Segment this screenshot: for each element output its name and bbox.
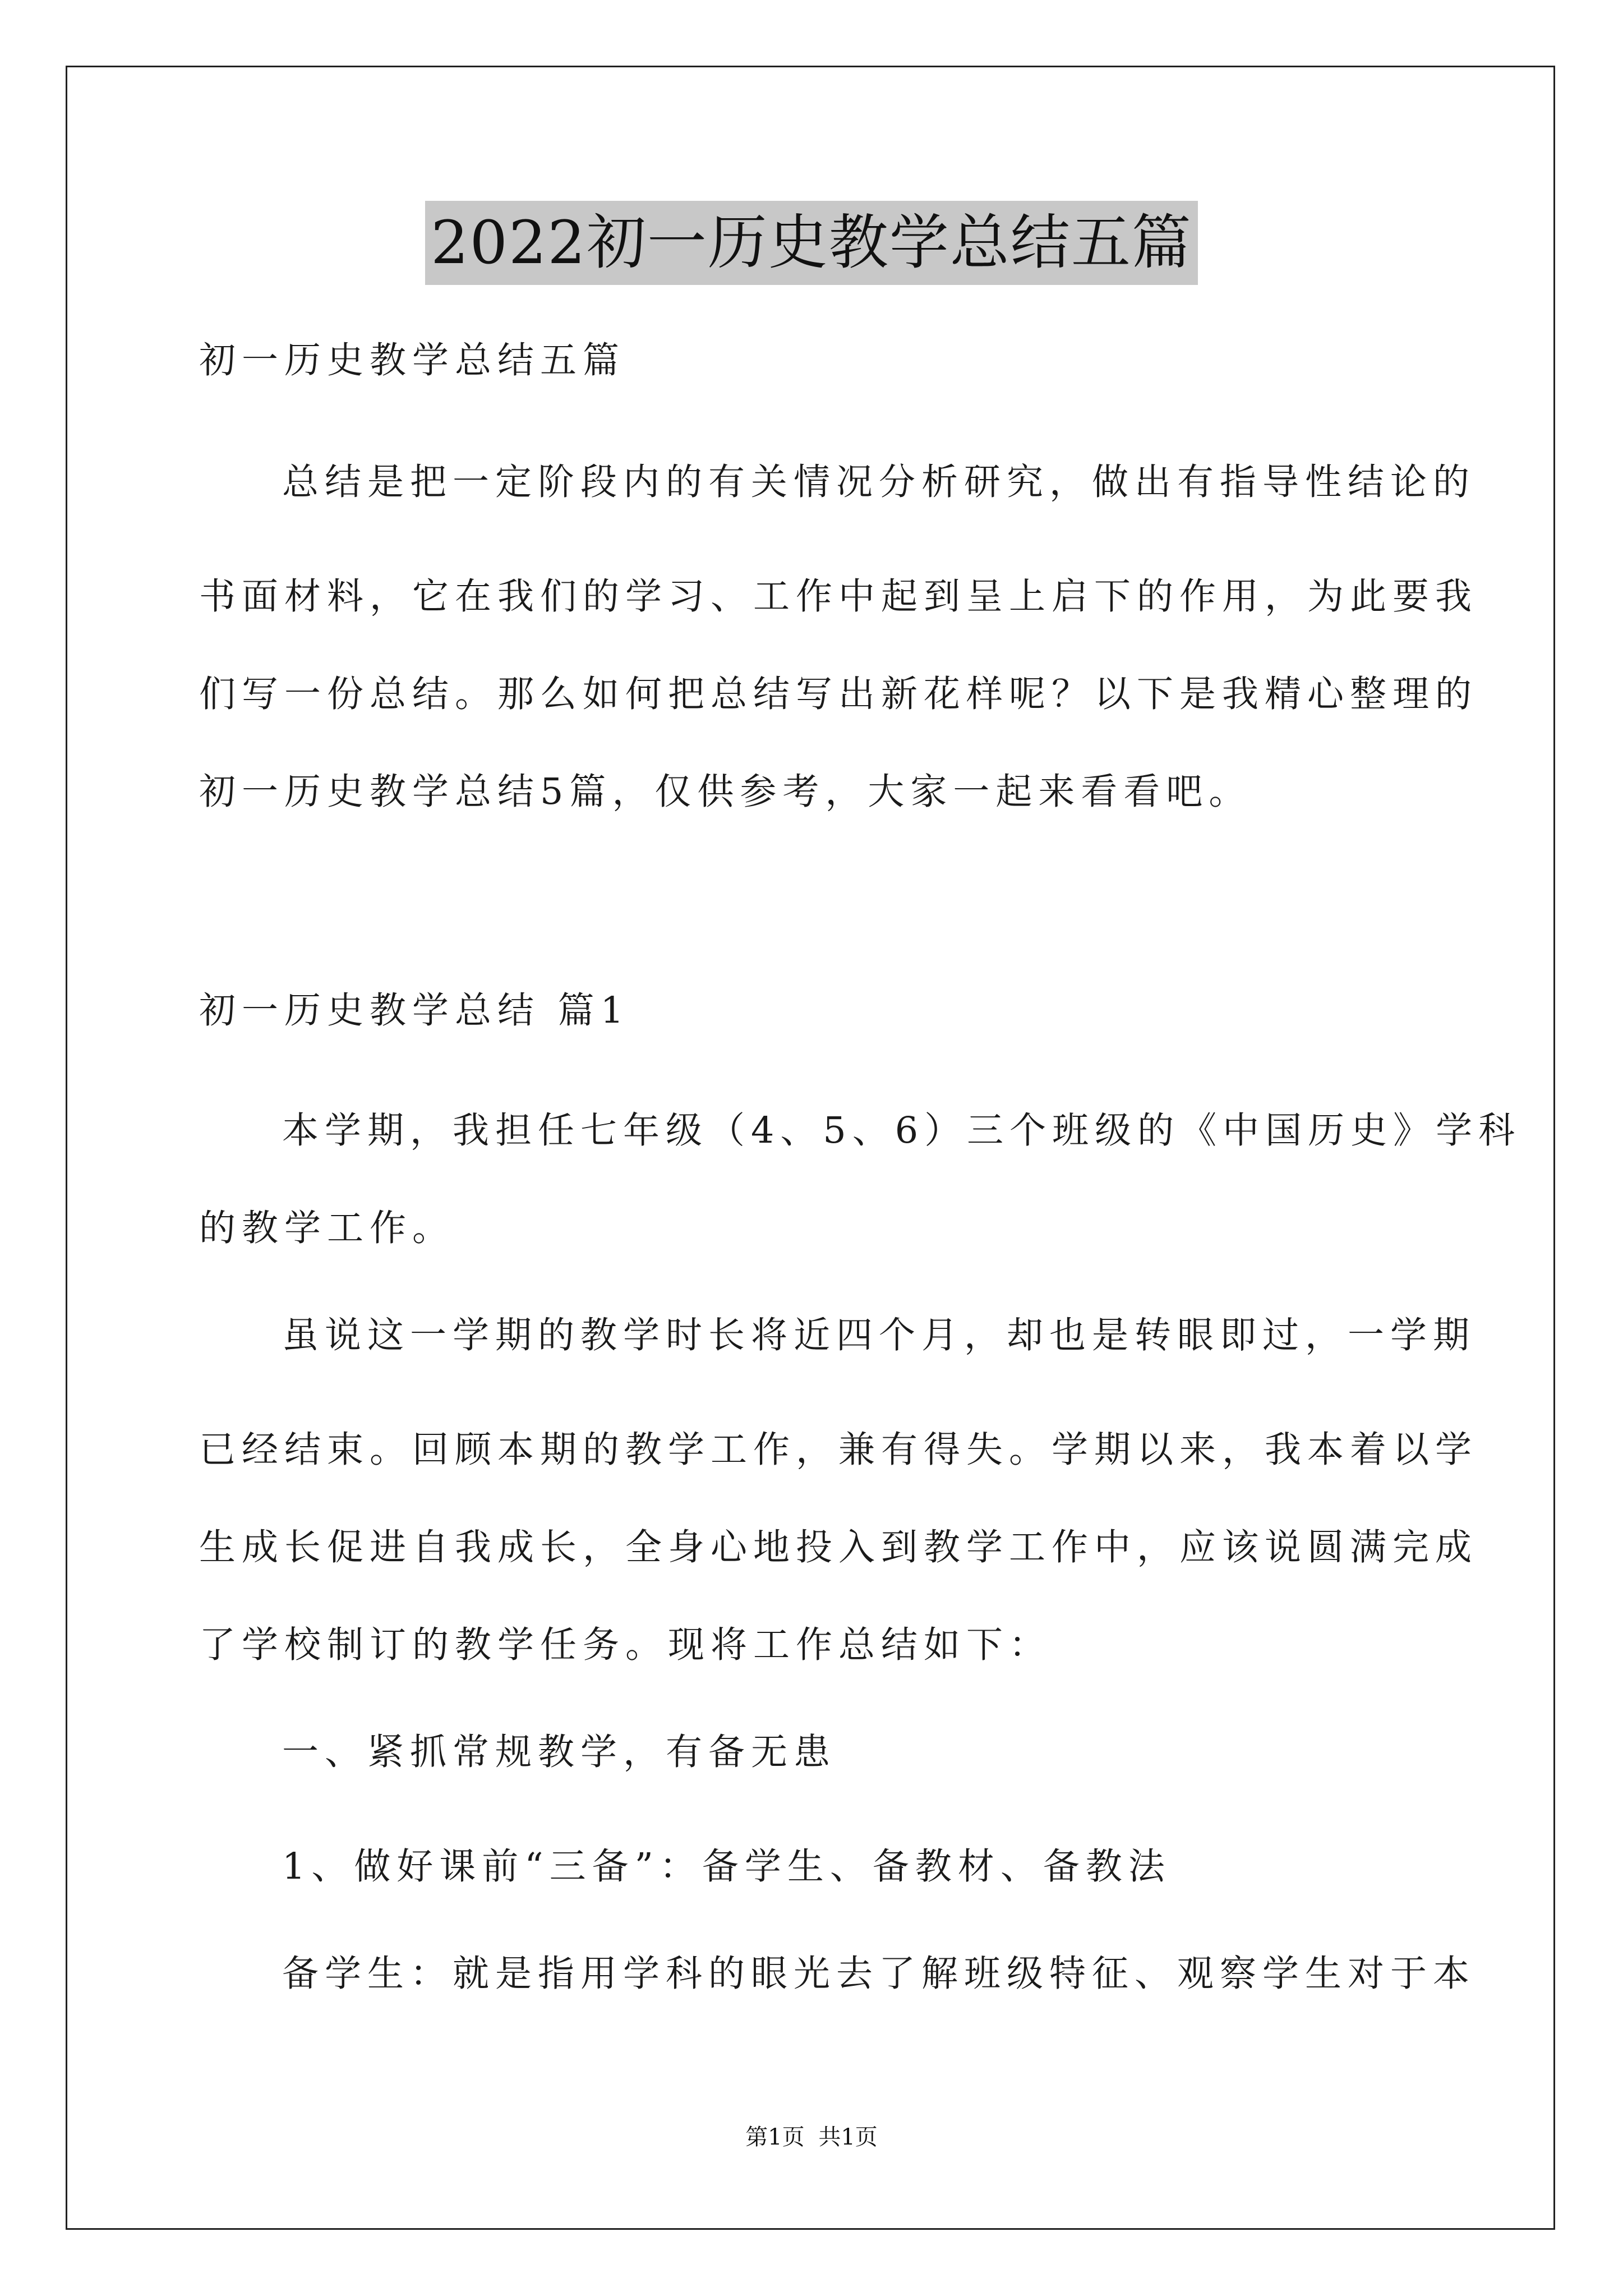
paragraph-line: 们写一份总结。那么如何把总结写出新花样呢？以下是我精心整理的	[199, 673, 1478, 715]
paragraph-line: 虽说这一学期的教学时长将近四个月，却也是转眼即过，一学期	[282, 1314, 1476, 1356]
paragraph-line: 已经结束。回顾本期的教学工作，兼有得失。学期以来，我本着以学	[199, 1429, 1478, 1471]
page-number: 第1页	[745, 2124, 805, 2150]
paragraph-line: 的教学工作。	[199, 1207, 455, 1249]
subheading-line: 一、紧抓常规教学，有备无患	[282, 1731, 837, 1773]
paragraph-line: 备学生：就是指用学科的眼光去了解班级特征、观察学生对于本	[282, 1953, 1476, 1995]
paragraph-line: 了学校制订的教学任务。现将工作总结如下：	[199, 1624, 1052, 1666]
paragraph-line: 书面材料，它在我们的学习、工作中起到呈上启下的作用，为此要我	[199, 576, 1478, 618]
subtitle-line: 初一历史教学总结五篇	[199, 339, 626, 381]
paragraph-line: 生成长促进自我成长，全身心地投入到教学工作中，应该说圆满完成	[199, 1526, 1478, 1568]
paragraph-line: 初一历史教学总结5篇，仅供参考，大家一起来看看吧。	[199, 771, 1252, 813]
document-title: 2022初一历史教学总结五篇	[425, 201, 1198, 285]
page-footer	[0, 2122, 1623, 2153]
paragraph-line: 总结是把一定阶段内的有关情况分析研究，做出有指导性结论的	[282, 461, 1476, 503]
section-heading: 初一历史教学总结 篇1	[199, 990, 630, 1032]
title-wrap	[0, 201, 1623, 285]
paragraph-line: 本学期，我担任七年级（4、5、6）三个班级的《中国历史》学科	[282, 1110, 1521, 1152]
page-total: 共1页	[818, 2124, 878, 2150]
subheading-line: 1、做好课前“三备”：备学生、备教材、备教法	[282, 1846, 1171, 1888]
